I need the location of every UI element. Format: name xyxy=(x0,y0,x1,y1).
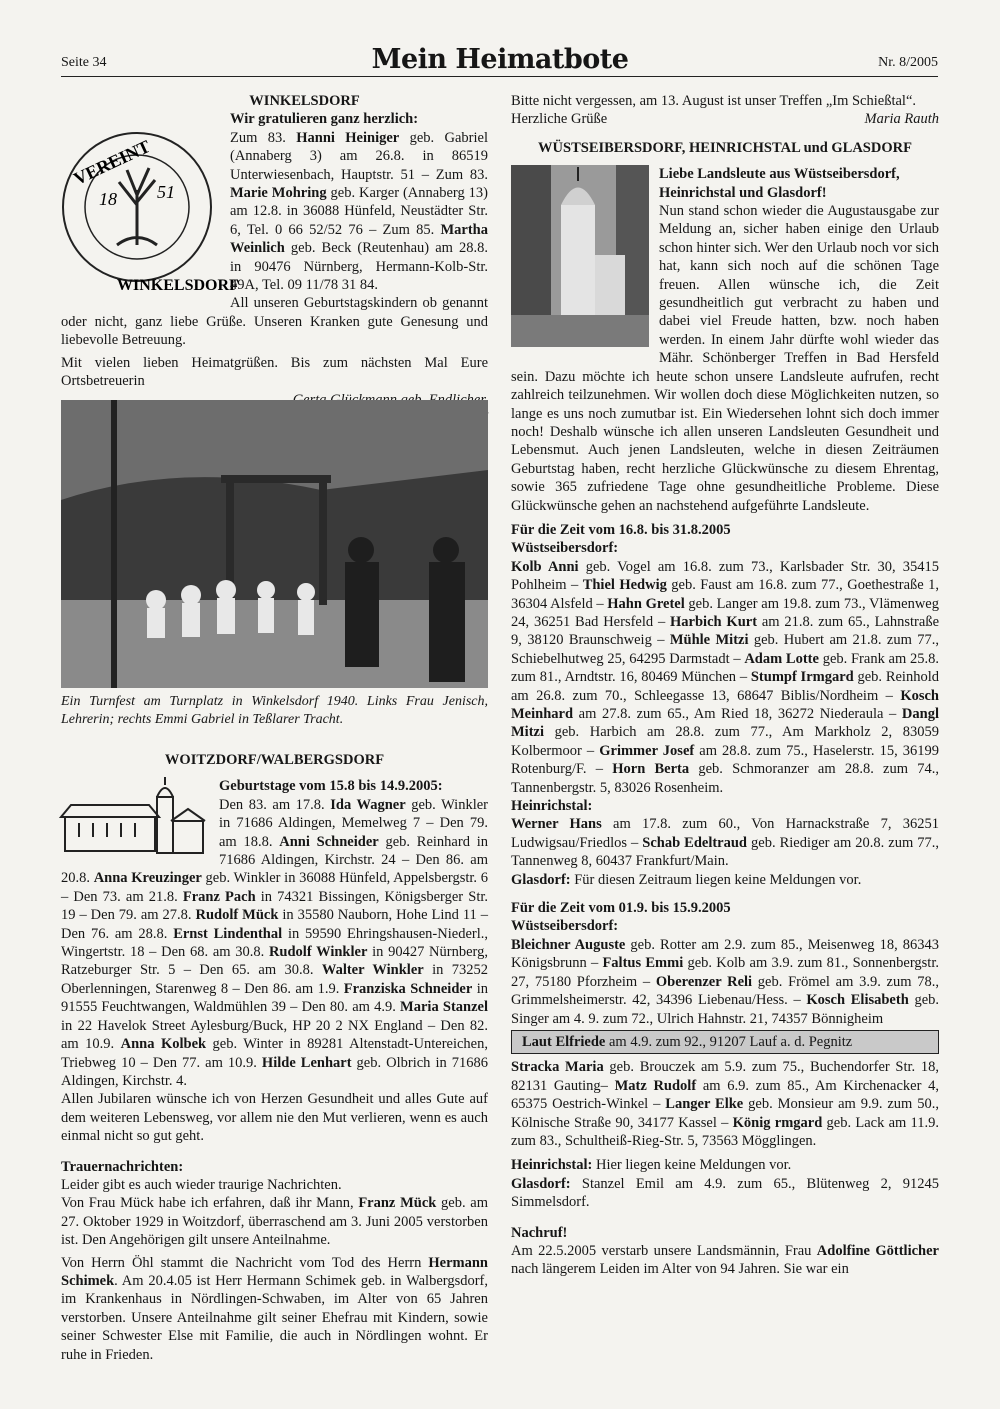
name-highlight: Rudolf Mück xyxy=(195,907,279,924)
highlight-entry: Laut Elfriede am 4.9. zum 92., 91207 Lauf a. d. Pegnitz xyxy=(522,1033,853,1050)
svg-text:18: 18 xyxy=(99,189,117,210)
seal-graphic xyxy=(57,110,239,305)
name-highlight: Walter Winkler xyxy=(321,962,424,979)
name-highlight: Thiel Hedwig xyxy=(582,577,667,594)
period2-wuestseibersdorf: Wüstseibersdorf: xyxy=(511,918,619,935)
name-highlight: Hilde Lenhart xyxy=(261,1054,352,1071)
church-icon xyxy=(61,777,211,859)
name-highlight: Grimmer Josef xyxy=(599,742,695,759)
name-highlight: Mühle Mitzi xyxy=(669,632,749,649)
woitzdorf-title: WOITZDORF/WALBERGSDORF xyxy=(164,752,385,768)
period2-birthdays: Bleichner Auguste geb. Rotter am 2.9. zum 85., Meisenweg 18, 86343 Königsbrunn – Faltus Emmi geb. Kolb am 3.9. zum 81., Sonnenbergstr. 27, 75180 Pforzheim – Oberenzer Reli geb. Frömel am 3.9. zum 78., Grimmelsheimerstr. 42, 34396 Liebenau/Hess. – Kosch Elisabeth geb. Singer am 4. 9. zum 72., Ulrich Hahnstr. 21, 74357 Bönnigheim xyxy=(511,936,940,1027)
period1-birthdays: Kolb Anni geb. Vogel am 16.8. zum 73., Karlsbader Str. 30, 35415 Pohlheim – Thiel Hedwig geb. Faust am 16.8. zum 77., Goethestraße 1, 36304 Alsfeld – Hahn Gretel geb. Langer am 19.8. zum 73., Vlämenweg 24, 36251 Bad Hersfeld – Harbich Kurt am 21.8. zum 65., Lahnstraße 9, 38120 Braunschweig – Mühle Mitzi geb. Hubert am 21.8. zum 77., Schiebelhutweg 25, 64295 Darmstadt – Adam Lotte geb. Frank am 25.8. zum 81., Arndtstr. 16, 80469 München – Stumpf Irmgard geb. Reinhold am 26.8. zum 70., Schleegasse 13, 68647 Biblis/Nordheim – Kosch Meinhard am 27.8. zum 65., Am Ried 18, 36272 Niederaula – Dangl Mitzi geb. Harbich am 28.8. zum 77., Am Markholz 2, 83059 Kolbermoor – Grimmer Josef am 28.8. zum 75., Haselerstr. 15, 36199 Rotenburg/F. – Horn Berta geb. Schmoranzer am 28.8. zum 74., Tannenbergstr. 5, 83026 Rosenheim. xyxy=(511,558,940,796)
meeting-reminder: Bitte nicht vergessen, am 13. August ist unser Treffen „Im Schießtal“. xyxy=(511,93,917,109)
name-highlight: Ida Wagner xyxy=(330,796,406,813)
name-highlight: Adolfine Göttlicher xyxy=(816,1242,939,1259)
winkelsdorf-title: WINKELSDORF xyxy=(249,93,360,109)
association-seal xyxy=(57,110,239,305)
turnfest-photo-graphic xyxy=(61,400,488,688)
name-highlight: Bleichner Auguste xyxy=(511,936,626,953)
name-highlight: Harbich Kurt xyxy=(670,613,758,630)
name-highlight: Martha Weinlich xyxy=(230,221,488,257)
church-photo-graphic xyxy=(511,165,649,347)
period2-heinrichstal: Heinrichstal: Hier liegen keine Meldungen vor. xyxy=(511,1157,792,1174)
name-highlight: Oberenzer Reli xyxy=(655,973,753,990)
name-highlight: Franziska Schneider xyxy=(343,980,473,997)
period2-birthdays-cont: Stracka Maria geb. Brouczek am 5.9. zum 75., Buchendorfer Str. 18, 82131 Gauting– Matz Rudolf am 6.9. zum 85., Am Kirchenacker 4, 65375 Oestrich-Winkel – Langer Elke geb. Monsieur am 9.9. zum 50., Kölnische Straße 90, 34177 Kassel – König rmgard geb. Lack am 11.9. zum 83., Schultheiß-Rieg-Str. 5, 73563 Mögglingen. xyxy=(511,1059,940,1149)
name-highlight: Anni Schneider xyxy=(279,833,379,850)
name-highlight: Stumpf Irmgard xyxy=(750,669,854,686)
obituary-text: Am 22.5.2005 verstarb unsere Landsmännin, Frau Adolfine Göttlicher nach längerem Leiden im Alter von 94 Jahren. Sie war ein xyxy=(511,1242,939,1278)
name-highlight: Kosch Meinhard xyxy=(511,687,939,722)
reminder-signature: Maria Rauth xyxy=(864,111,939,128)
name-highlight: Kosch Elisabeth xyxy=(806,992,909,1009)
wuestseibersdorf-letter: Nun stand schon wieder die Augustausgabe zur Meldung an, sicher haben einige den Urlaub schon hinter sich. Wer den Urlaub noch vor sich hat, kann sich noch auf die schönen Tage freuen. Allen wünsche ich, die Zeit gesundheitlich gut verbracht zu haben und dabei viel Freude hatten, bzw. noch haben werden. In einem Jahr dürfte wohl wieder das Mähr. Schönberger Treffen in Bad Hersfeld sein. Dazu möchte ich heute schon unsere Landsleute aufrufen, recht zahlreich teilzunehmen. Wir wollen doch diese Möglichkeiten nutzen, so lange es uns noch zumutbar ist. Ein Wiedersehen lohnt sich doch immer noch! Deshalb wünsche ich allen unseren Landsleuten Gesundheit und Lebensmut. Auch jenen Landsleuten, welche in diesen Zeiträumen Geburtstag haben, recht herzliche Glückwünsche zu diesem Ehrentag, sowie 365 zufriedene Tage ohne gesundheitliche Probleme. Diese Glückwünsche gehen an nachstehend aufgeführte Landsleute. xyxy=(511,203,939,514)
wuestseibersdorf-lead: Liebe Landsleute aus Wüstseibersdorf, Heinrichstal und Glasdorf! xyxy=(659,166,900,201)
name-highlight: Glasdorf: xyxy=(511,871,571,888)
name-highlight: Anna Kolbek xyxy=(120,1036,207,1053)
church-photo xyxy=(511,165,649,347)
mourning-schimek: Von Herrn Öhl stammt die Nachricht vom Tod des Herrn Hermann Schimek. Am 20.4.05 ist Herr Hermann Schimek geb. in Walbergsdorf, im Krankenhaus in Nördlingen-Schwaben, im Alter von 65 Jahren verstorben. Unsere Anteilnahme gilt seiner Ehefrau mit Kindern, sowie seiner Schwester Else mit Familie, die auch in Nördlingen wohnt. Er ruhe in Frieden. xyxy=(61,1254,488,1363)
church-drawing xyxy=(61,777,211,859)
svg-text:WINKELSDORF: WINKELSDORF xyxy=(117,277,239,295)
name-highlight: Maria Stanzel xyxy=(400,999,488,1016)
name-highlight: Dangl Mitzi xyxy=(511,706,939,741)
name-highlight: Stracka Maria xyxy=(511,1059,604,1076)
left-column-lower xyxy=(61,693,488,1364)
name-highlight: Schab Edeltraud xyxy=(642,834,747,851)
winkelsdorf-wishes: All unseren Geburtstagskindern ob genannt oder nicht, ganz liebe Grüße. Unseren Kranken gute Genesung und liebevolle Betreuung. xyxy=(61,295,488,349)
svg-text:VEREINT: VEREINT xyxy=(70,136,154,190)
name-highlight: Adam Lotte xyxy=(744,650,819,667)
right-column xyxy=(511,92,939,1279)
reminder-greeting-line xyxy=(511,110,939,128)
mourning-mueck: Von Frau Mück habe ich erfahren, daß ihr Mann, Franz Mück geb. am 27. Oktober 1929 in Woitzdorf, überraschend am 3. Juni 2005 verstorben ist. Den Angehörigen gilt unsere Anteilnahme. xyxy=(61,1195,489,1249)
name-highlight: Hahn Gretel xyxy=(607,595,685,612)
woitzdorf-heading: Geburtstage vom 15.8 bis 14.9.2005: xyxy=(219,778,443,795)
winkelsdorf-birthdays: Zum 83. Hanni Heiniger geb. Gabriel (Annaberg 3) am 26.8. in 86519 Unterwiesenbach, Hauptstr. 51 – Zum 83. Marie Mohring geb. Karger (Annaberg 13) am 12.8. in 36088 Hünfeld, Neustädter Str. 6, Tel. 0 66 52/52 76 – Zum 85. Martha Weinlich geb. Beck (Reutenhau) am 28.8. in 90476 Nürnberg, Hermann-Kolb-Str. 49A, Tel. 09 11/78 31 84. xyxy=(230,129,488,294)
name-highlight: Matz Rudolf xyxy=(614,1077,697,1094)
name-highlight: Heinrichstal: xyxy=(511,1157,593,1174)
name-highlight: Langer Elke xyxy=(665,1096,744,1113)
name-highlight: Werner Hans xyxy=(511,816,602,833)
name-highlight: Hermann Schimek xyxy=(61,1254,488,1289)
period2-heading: Für die Zeit vom 01.9. bis 15.9.2005 xyxy=(511,900,731,917)
issue-number: Nr. 8/2005 xyxy=(878,55,938,70)
page-number: Seite 34 xyxy=(61,55,107,70)
name-highlight: Rudolf Winkler xyxy=(268,944,368,961)
period1-wuestseibersdorf: Wüstseibersdorf: xyxy=(511,540,619,557)
woitzdorf-wishes: Allen Jubilaren wünsche ich von Herzen Gesundheit und alles Gute auf dem weiteren Lebensweg, vor allem nie den Mut verlieren, wenn es auch einmal nicht so gut geht. xyxy=(61,1091,488,1145)
left-column xyxy=(61,92,488,427)
highlight-box xyxy=(511,1030,939,1054)
name-highlight: Laut Elfriede xyxy=(522,1033,606,1050)
period1-heading: Für die Zeit vom 16.8. bis 31.8.2005 xyxy=(511,521,731,538)
period1-glasdorf: Glasdorf: Für diesen Zeitraum liegen keine Meldungen vor. xyxy=(511,871,862,888)
photo-caption: Ein Turnfest am Turnplatz in Winkelsdorf 1940. Links Frau Jenisch, Lehrerin; rechts Emmi Gabriel in Teßlarer Tracht. xyxy=(61,694,488,727)
name-highlight: Ernst Lindenthal xyxy=(173,925,283,942)
name-highlight: Kolb Anni xyxy=(511,558,579,575)
winkelsdorf-closing: Mit vielen lieben Heimatgrüßen. Bis zum nächsten Mal Eure Ortsbetreuerin xyxy=(61,354,488,390)
wuestseibersdorf-title: WÜSTSEIBERSDORF, HEINRICHSTAL und GLASDORF xyxy=(538,139,912,156)
masthead-title: Mein Heimatbote xyxy=(371,44,629,75)
reminder-greeting: Herzliche Grüße xyxy=(511,111,608,128)
header-rule xyxy=(61,76,938,77)
name-highlight: Horn Berta xyxy=(612,761,690,778)
period1-heinrichstal-birthdays: Werner Hans am 17.8. zum 60., Von Harnackstraße 7, 36251 Ludwigsau/Friedlos – Schab Edeltraud geb. Riediger am 20.8. zum 77., Tannenweg 8, 60437 Frankfurt/Main. xyxy=(511,816,939,870)
name-highlight: Franz Mück xyxy=(358,1195,437,1212)
name-highlight: Franz Pach xyxy=(182,888,256,905)
period2-glasdorf: Glasdorf: Stanzel Emil am 4.9. zum 65., Blütenweg 2, 91245 Simmelsdorf. xyxy=(511,1175,939,1211)
name-highlight: Hanni Heiniger xyxy=(296,129,400,146)
name-highlight: Anna Kreuzinger xyxy=(93,870,202,887)
svg-text:51: 51 xyxy=(157,182,175,203)
name-highlight: Marie Mohring xyxy=(230,185,327,202)
period1-heinrichstal: Heinrichstal: xyxy=(511,798,593,815)
mourning-intro: Leider gibt es auch wieder traurige Nachrichten. xyxy=(61,1176,342,1193)
winkelsdorf-greeting: Wir gratulieren ganz herzlich: xyxy=(230,111,419,128)
mourning-title: Trauernachrichten: xyxy=(61,1158,184,1175)
woitzdorf-birthdays: Den 83. am 17.8. Ida Wagner geb. Winkler in 71686 Aldingen, Memelweg 7 – Den 79. am 18.8. Anni Schneider geb. Reinhard in 71686 Aldingen, Kirchstr. 24 – Den 86. am 20.8. Anna Kreuzinger geb. Winkler in 36088 Hünfeld, Appelsbergstr. 6 – Den 73. am 21.8. Franz Pach in 74321 Bissingen, Königsberger Str. 19 – Den 79. am 27.8. Rudolf Mück in 35580 Nauborn, Hohe Lind 11 – Den 76. am 28.8. Ernst Lindenthal in 59590 Ehringshausen-Niederl., Wingertstr. 18 – Den 68. am 30.8. Rudolf Winkler in 90427 Nürnberg, Ratzeburger Str. 5 – Den 65. am 30.8. Walter Winkler in 73252 Oberlenningen, Starenweg 8 – Den 86. am 1.9. Franziska Schneider in 91555 Feuchtwangen, Waldmühlen 39 – Den 80. am 4.9. Maria Stanzel in 22 Havelok Street Aylesburg/Buck, HP 20 2 NX England – Den 82. am 10.9. Anna Kolbek geb. Winter in 89281 Altenstadt-Untereichen, Triebweg 10 – Den 77. am 10.9. Hilde Lenhart geb. Olbrich in 71686 Aldingen, Kirchstr. 4. xyxy=(61,796,489,1089)
name-highlight: König rmgard xyxy=(732,1114,823,1131)
turnfest-photo xyxy=(61,400,488,688)
name-highlight: Faltus Emmi xyxy=(602,955,684,972)
name-highlight: Glasdorf: xyxy=(511,1175,571,1192)
obituary-title: Nachruf! xyxy=(511,1224,568,1241)
